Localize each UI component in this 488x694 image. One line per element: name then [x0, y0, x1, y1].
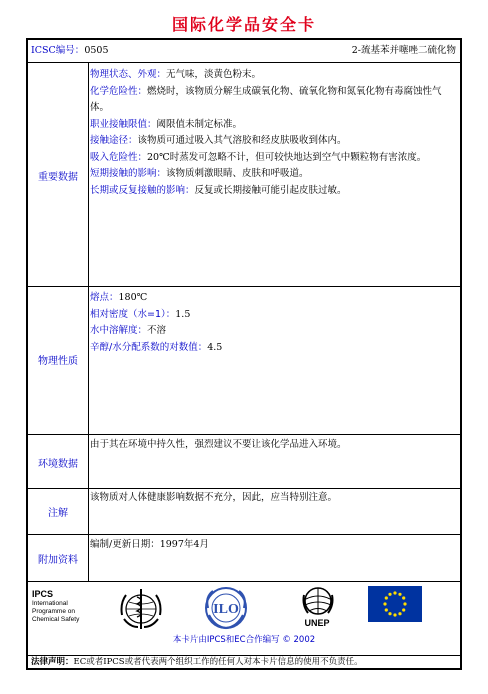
logo-strip [28, 581, 460, 655]
divider [28, 286, 460, 287]
item-short-term-effects: 短期接触的影响：该物质刺激眼睛、皮肤和呼吸道。 [90, 168, 309, 179]
section-label-physical: 物理性质 [38, 356, 78, 367]
header-row [28, 40, 460, 62]
item-inhalation-risk: 吸入危险性：20℃时蒸发可忽略不计，但可较快地达到空气中颗粒物有害浓度。 [90, 151, 427, 163]
environment-text: 由于其在环境中持久性，强烈建议不要让该化学品进入环境。 [90, 439, 347, 450]
ilo-emblem-icon [203, 585, 249, 631]
item-chemical-danger: 化学危险性：燃烧时，该物质分解生成碳氧化物、硫氧化物和氮氧化物有毒腐蚀性气体。 [90, 85, 442, 113]
section-label-environment: 环境数据 [38, 459, 78, 470]
section-label-notes: 注解 [48, 508, 68, 519]
item-melting-point: 熔点：180℃ [90, 292, 148, 303]
item-exposure-limits: 职业接触限值：阈限值未制定标准。 [90, 118, 243, 130]
icsc-card [26, 38, 462, 670]
card-title: 国际化学品安全卡 [171, 15, 316, 34]
ipcs-logo [32, 589, 112, 624]
item-relative-density: 相对密度（水=1）：1.5 [90, 308, 191, 320]
section-notes [90, 490, 460, 507]
disclaimer-label: 法律声明： [31, 657, 74, 667]
ilo-text: ILO [213, 602, 239, 617]
ipcs-line: International [32, 600, 68, 607]
notes-text: 该物质对人体健康影响数据不充分，因此，应当特别注意。 [90, 492, 338, 503]
ipcs-line: Programme on [32, 608, 75, 615]
additional-text: 编制/更新日期：1997年4月 [90, 539, 209, 550]
column-divider [88, 63, 89, 581]
section-environment [90, 437, 460, 454]
legal-disclaimer [31, 656, 459, 668]
section-physical [90, 290, 460, 356]
icsc-number: ICSC编号：0505 [31, 45, 109, 56]
divider [28, 62, 460, 63]
item-log-kow: 辛醇/水分配系数的对数值：4.5 [90, 341, 223, 353]
item-appearance: 物理状态、外观：无气味，淡黄色粉末。 [90, 69, 262, 80]
divider [28, 434, 460, 435]
section-additional [90, 537, 460, 554]
unep-label: UNEP [304, 618, 330, 628]
ipcs-title: IPCS [32, 589, 54, 599]
eu-flag-icon [368, 586, 422, 622]
section-label-important: 重要数据 [38, 172, 78, 183]
item-water-solubility: 水中溶解度：不溶 [90, 325, 167, 336]
divider [28, 534, 460, 535]
item-exposure-route: 接触途径：该物质可通过吸入其气溶胶和经皮肤吸收到体内。 [90, 135, 347, 146]
who-emblem-icon [116, 585, 166, 631]
cooperation-note: 本卡片由IPCS和EC合作编写 © 2002 [172, 635, 316, 645]
ipcs-line: Chemical Safety [32, 616, 80, 623]
divider [28, 488, 460, 489]
section-important [90, 67, 460, 199]
unep-emblem-icon [300, 585, 336, 619]
disclaimer-text: EC或者IPCS或者代表两个组织工作的任何人对本卡片信息的使用不负责任。 [73, 657, 363, 667]
item-long-term-effects: 长期或反复接触的影响：反复或长期接触可能引起皮肤过敏。 [90, 184, 347, 196]
chemical-name: 2-巯基苯并噻唑二硫化物 [351, 45, 456, 56]
section-label-additional: 附加资料 [38, 555, 78, 566]
